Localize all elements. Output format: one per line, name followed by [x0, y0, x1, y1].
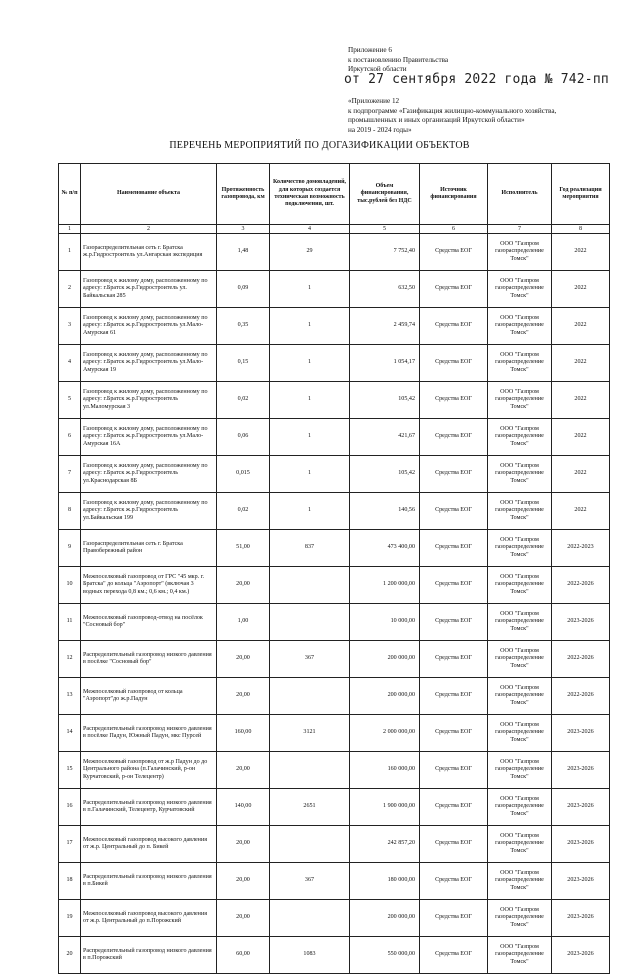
table-row [59, 715, 610, 752]
executor: ООО "Газпром газораспределение Томск" [488, 234, 552, 271]
financing-source: Средства ЕОГ [420, 678, 488, 715]
implementation-year: 2022 [552, 234, 610, 271]
implementation-year: 2023-2026 [552, 937, 610, 974]
object-name: Распределительный газопровод низкого давления в посёлке Падун, Южный Падун, мкс Пурсей [81, 715, 217, 752]
pipeline-length: 20,00 [217, 752, 270, 789]
previous-appendix-block [348, 97, 598, 135]
pipeline-length: 0,15 [217, 345, 270, 382]
executor: ООО "Газпром газораспределение Томск" [488, 752, 552, 789]
financing-source: Средства ЕОГ [420, 456, 488, 493]
financing-source: Средства ЕОГ [420, 900, 488, 937]
row-number: 4 [59, 345, 81, 382]
financing-source: Средства ЕОГ [420, 641, 488, 678]
households-count [270, 900, 350, 937]
financing-amount: 10 000,00 [350, 604, 420, 641]
row-number: 6 [59, 419, 81, 456]
row-number: 18 [59, 863, 81, 900]
households-count [270, 752, 350, 789]
implementation-year: 2023-2026 [552, 752, 610, 789]
financing-amount: 242 857,20 [350, 826, 420, 863]
executor: ООО "Газпром газораспределение Томск" [488, 937, 552, 974]
object-name: Газопровод к жилому дому, расположенному по адресу: г.Братск ж.р.Гидростроитель ул.Мало-Амурская 16А [81, 419, 217, 456]
households-count: 1 [270, 271, 350, 308]
implementation-year: 2022 [552, 308, 610, 345]
row-number: 16 [59, 789, 81, 826]
column-index: 1 [59, 225, 81, 234]
executor: ООО "Газпром газораспределение Томск" [488, 456, 552, 493]
executor: ООО "Газпром газораспределение Томск" [488, 308, 552, 345]
financing-amount: 1 900 000,00 [350, 789, 420, 826]
table-row [59, 678, 610, 715]
row-number: 13 [59, 678, 81, 715]
object-name: Распределительный газопровод низкого давления в посёлке "Сосновый бор" [81, 641, 217, 678]
implementation-year: 2022-2026 [552, 678, 610, 715]
column-header: Исполнитель [488, 164, 552, 225]
object-name: Межпоселковый газопровод от кольца "Аэропорт"до ж.р.Падун [81, 678, 217, 715]
pipeline-length: 1,48 [217, 234, 270, 271]
pipeline-length: 160,00 [217, 715, 270, 752]
households-count: 1 [270, 419, 350, 456]
executor: ООО "Газпром газораспределение Томск" [488, 604, 552, 641]
row-number: 9 [59, 530, 81, 567]
page-title: ПЕРЕЧЕНЬ МЕРОПРИЯТИЙ ПО ДОГАЗИФИКАЦИИ ОБЪЕКТОВ [169, 140, 470, 151]
financing-amount: 180 000,00 [350, 863, 420, 900]
table-row [59, 641, 610, 678]
column-index: 5 [350, 225, 420, 234]
table-row [59, 271, 610, 308]
implementation-year: 2022 [552, 345, 610, 382]
table-row [59, 308, 610, 345]
implementation-year: 2023-2026 [552, 604, 610, 641]
financing-amount: 160 000,00 [350, 752, 420, 789]
pipeline-length: 20,00 [217, 900, 270, 937]
financing-source: Средства ЕОГ [420, 271, 488, 308]
financing-amount: 1 200 000,00 [350, 567, 420, 604]
table-row [59, 826, 610, 863]
row-number: 3 [59, 308, 81, 345]
column-index: 6 [420, 225, 488, 234]
households-count: 29 [270, 234, 350, 271]
pipeline-length: 0,02 [217, 493, 270, 530]
index-row [59, 225, 610, 234]
prev-line: промышленных и иных организаций Иркутской области» [348, 116, 525, 124]
table-row [59, 900, 610, 937]
row-number: 2 [59, 271, 81, 308]
row-number: 17 [59, 826, 81, 863]
column-header: № п/п [59, 164, 81, 225]
financing-amount: 2 000 000,00 [350, 715, 420, 752]
pipeline-length: 140,00 [217, 789, 270, 826]
implementation-year: 2022 [552, 271, 610, 308]
households-count: 367 [270, 863, 350, 900]
row-number: 15 [59, 752, 81, 789]
implementation-year: 2022 [552, 493, 610, 530]
households-count: 1 [270, 493, 350, 530]
object-name: Межпоселковый газопровод высокого давления от ж.р. Центральный до п.Порожский [81, 900, 217, 937]
households-count: 367 [270, 641, 350, 678]
row-number: 5 [59, 382, 81, 419]
column-header: Количество домовладений, для которых создается техническая возможность подключения, шт. [270, 164, 350, 225]
financing-source: Средства ЕОГ [420, 567, 488, 604]
executor: ООО "Газпром газораспределение Томск" [488, 567, 552, 604]
table-row [59, 493, 610, 530]
executor: ООО "Газпром газораспределение Томск" [488, 382, 552, 419]
row-number: 20 [59, 937, 81, 974]
financing-source: Средства ЕОГ [420, 789, 488, 826]
executor: ООО "Газпром газораспределение Томск" [488, 641, 552, 678]
financing-amount: 105,42 [350, 456, 420, 493]
executor: ООО "Газпром газораспределение Томск" [488, 715, 552, 752]
prev-line: на 2019 - 2024 годы» [348, 125, 412, 134]
pipeline-length: 20,00 [217, 641, 270, 678]
households-count: 1 [270, 456, 350, 493]
table-row [59, 789, 610, 826]
object-name: Межпоселковый газопровод от ГРС "45 мкр. г. Братска" до кольца "Аэропорт" (включая 3 водных перехода 0,8 км.; 0,6 км.; 0,4 км.) [81, 567, 217, 604]
pipeline-length: 0,02 [217, 382, 270, 419]
column-header: Источник финансирования [420, 164, 488, 225]
financing-source: Средства ЕОГ [420, 345, 488, 382]
executor: ООО "Газпром газораспределение Томск" [488, 863, 552, 900]
column-header: Протяженность газопровода, км [217, 164, 270, 225]
financing-amount: 200 000,00 [350, 641, 420, 678]
table-row [59, 419, 610, 456]
financing-source: Средства ЕОГ [420, 715, 488, 752]
financing-source: Средства ЕОГ [420, 382, 488, 419]
row-number: 11 [59, 604, 81, 641]
table-row [59, 567, 610, 604]
appendix-line: Иркутской области [348, 65, 407, 73]
object-name: Газопровод к жилому дому, расположенному по адресу: г.Братск ж.р.Гидростроитель ул.Мало-Амурская 61 [81, 308, 217, 345]
object-name: Газопровод к жилому дому, расположенному по адресу: г.Братск ж.р.Гидростроитель ул.Краснодарская 8Б [81, 456, 217, 493]
table-row [59, 234, 610, 271]
decree-stamp: от 27 сентября 2022 года № 742-пп [344, 72, 609, 87]
households-count: 2651 [270, 789, 350, 826]
financing-amount: 2 459,74 [350, 308, 420, 345]
financing-amount: 473 400,00 [350, 530, 420, 567]
executor: ООО "Газпром газораспределение Томск" [488, 678, 552, 715]
households-count: 1 [270, 308, 350, 345]
implementation-year: 2022-2023 [552, 530, 610, 567]
financing-source: Средства ЕОГ [420, 493, 488, 530]
executor: ООО "Газпром газораспределение Томск" [488, 271, 552, 308]
implementation-year: 2022 [552, 382, 610, 419]
table-row [59, 752, 610, 789]
households-count [270, 826, 350, 863]
implementation-year: 2023-2026 [552, 715, 610, 752]
pipeline-length: 20,00 [217, 678, 270, 715]
financing-source: Средства ЕОГ [420, 308, 488, 345]
executor: ООО "Газпром газораспределение Томск" [488, 530, 552, 567]
financing-source: Средства ЕОГ [420, 937, 488, 974]
object-name: Распределительный газопровод низкого давления в п.Бикей [81, 863, 217, 900]
column-index: 4 [270, 225, 350, 234]
executor: ООО "Газпром газораспределение Томск" [488, 345, 552, 382]
financing-source: Средства ЕОГ [420, 419, 488, 456]
object-name: Газопровод к жилому дому, расположенному по адресу: г.Братск ж.р.Гидростроитель ул.Байкальская 199 [81, 493, 217, 530]
pipeline-length: 0,09 [217, 271, 270, 308]
households-count: 1 [270, 382, 350, 419]
financing-source: Средства ЕОГ [420, 530, 488, 567]
prev-line: к подпрограмме «Газификация жилищно-коммунального хозяйства, [348, 106, 557, 115]
financing-source: Средства ЕОГ [420, 826, 488, 863]
executor: ООО "Газпром газораспределение Томск" [488, 826, 552, 863]
object-name: Газопровод к жилому дому, расположенному по адресу: г.Братск ж.р.Гидростроитель ул. Байкальская 285 [81, 271, 217, 308]
financing-source: Средства ЕОГ [420, 234, 488, 271]
column-index: 8 [552, 225, 610, 234]
object-name: Газопровод к жилому дому, расположенному по адресу: г.Братск ж.р.Гидростроитель ул.Маломурская 3 [81, 382, 217, 419]
financing-amount: 140,56 [350, 493, 420, 530]
table-row [59, 530, 610, 567]
column-header: Объем финансирования, тыс.рублей без НДС [350, 164, 420, 225]
financing-source: Средства ЕОГ [420, 863, 488, 900]
header-row [59, 164, 610, 225]
appendix-line: к постановлению Правительства [348, 55, 449, 64]
appendix-line: Приложение 6 [348, 46, 392, 54]
table-row [59, 382, 610, 419]
row-number: 1 [59, 234, 81, 271]
implementation-year: 2023-2026 [552, 863, 610, 900]
row-number: 19 [59, 900, 81, 937]
table-row [59, 604, 610, 641]
column-index: 2 [81, 225, 217, 234]
implementation-year: 2022-2026 [552, 641, 610, 678]
households-count [270, 604, 350, 641]
executor: ООО "Газпром газораспределение Томск" [488, 789, 552, 826]
row-number: 7 [59, 456, 81, 493]
financing-amount: 200 000,00 [350, 900, 420, 937]
object-name: Газопровод к жилому дому, расположенному по адресу: г.Братск ж.р.Гидростроитель ул.Мало-Амурская 19 [81, 345, 217, 382]
executor: ООО "Газпром газораспределение Томск" [488, 493, 552, 530]
object-name: Газораспределительная сеть г. Братска Правобережный район [81, 530, 217, 567]
table-row [59, 345, 610, 382]
implementation-year: 2023-2026 [552, 900, 610, 937]
object-name: Распределительный газопровод низкого давления в п.Галачинский, Телецентр, Курчатовский [81, 789, 217, 826]
object-name: Межпоселковый газопровод от ж.р Падун до до Центрального района (п.Галачинский, р-он Курчатовский, р-он Телецентр) [81, 752, 217, 789]
financing-amount: 421,67 [350, 419, 420, 456]
row-number: 8 [59, 493, 81, 530]
pipeline-length: 0,06 [217, 419, 270, 456]
pipeline-length: 20,00 [217, 863, 270, 900]
households-count [270, 567, 350, 604]
households-count: 3121 [270, 715, 350, 752]
households-count: 1 [270, 345, 350, 382]
pipeline-length: 0,35 [217, 308, 270, 345]
pipeline-length: 60,00 [217, 937, 270, 974]
financing-amount: 632,50 [350, 271, 420, 308]
implementation-year: 2022 [552, 456, 610, 493]
households-count: 837 [270, 530, 350, 567]
table-row [59, 456, 610, 493]
pipeline-length: 51,00 [217, 530, 270, 567]
object-name: Распределительный газопровод низкого давления в п.Порожский [81, 937, 217, 974]
financing-source: Средства ЕОГ [420, 752, 488, 789]
row-number: 14 [59, 715, 81, 752]
executor: ООО "Газпром газораспределение Томск" [488, 419, 552, 456]
object-name: Межпоселковый газопровод высокого давления от ж.р. Центральный до п. Бикей [81, 826, 217, 863]
table-row [59, 863, 610, 900]
pipeline-length: 0,015 [217, 456, 270, 493]
financing-source: Средства ЕОГ [420, 604, 488, 641]
object-name: Газораспределительная сеть г. Братска ж.р.Гидростроитель ул.Ангарская экспедиция [81, 234, 217, 271]
row-number: 10 [59, 567, 81, 604]
measures-table [58, 163, 610, 974]
financing-amount: 200 000,00 [350, 678, 420, 715]
households-count: 1083 [270, 937, 350, 974]
implementation-year: 2023-2026 [552, 789, 610, 826]
financing-amount: 7 752,40 [350, 234, 420, 271]
implementation-year: 2023-2026 [552, 826, 610, 863]
column-index: 7 [488, 225, 552, 234]
financing-amount: 550 000,00 [350, 937, 420, 974]
financing-amount: 105,42 [350, 382, 420, 419]
object-name: Межпоселковый газопровод-отвод на посёлок "Сосновый бор" [81, 604, 217, 641]
pipeline-length: 20,00 [217, 567, 270, 604]
appendix-block [348, 46, 448, 75]
row-number: 12 [59, 641, 81, 678]
households-count [270, 678, 350, 715]
prev-line: «Приложение 12 [348, 97, 400, 105]
pipeline-length: 1,00 [217, 604, 270, 641]
column-header: Год реализации мероприятия [552, 164, 610, 225]
pipeline-length: 20,00 [217, 826, 270, 863]
financing-amount: 1 054,17 [350, 345, 420, 382]
table-row [59, 937, 610, 974]
column-index: 3 [217, 225, 270, 234]
executor: ООО "Газпром газораспределение Томск" [488, 900, 552, 937]
implementation-year: 2022-2026 [552, 567, 610, 604]
column-header: Наименование объекта [81, 164, 217, 225]
implementation-year: 2022 [552, 419, 610, 456]
